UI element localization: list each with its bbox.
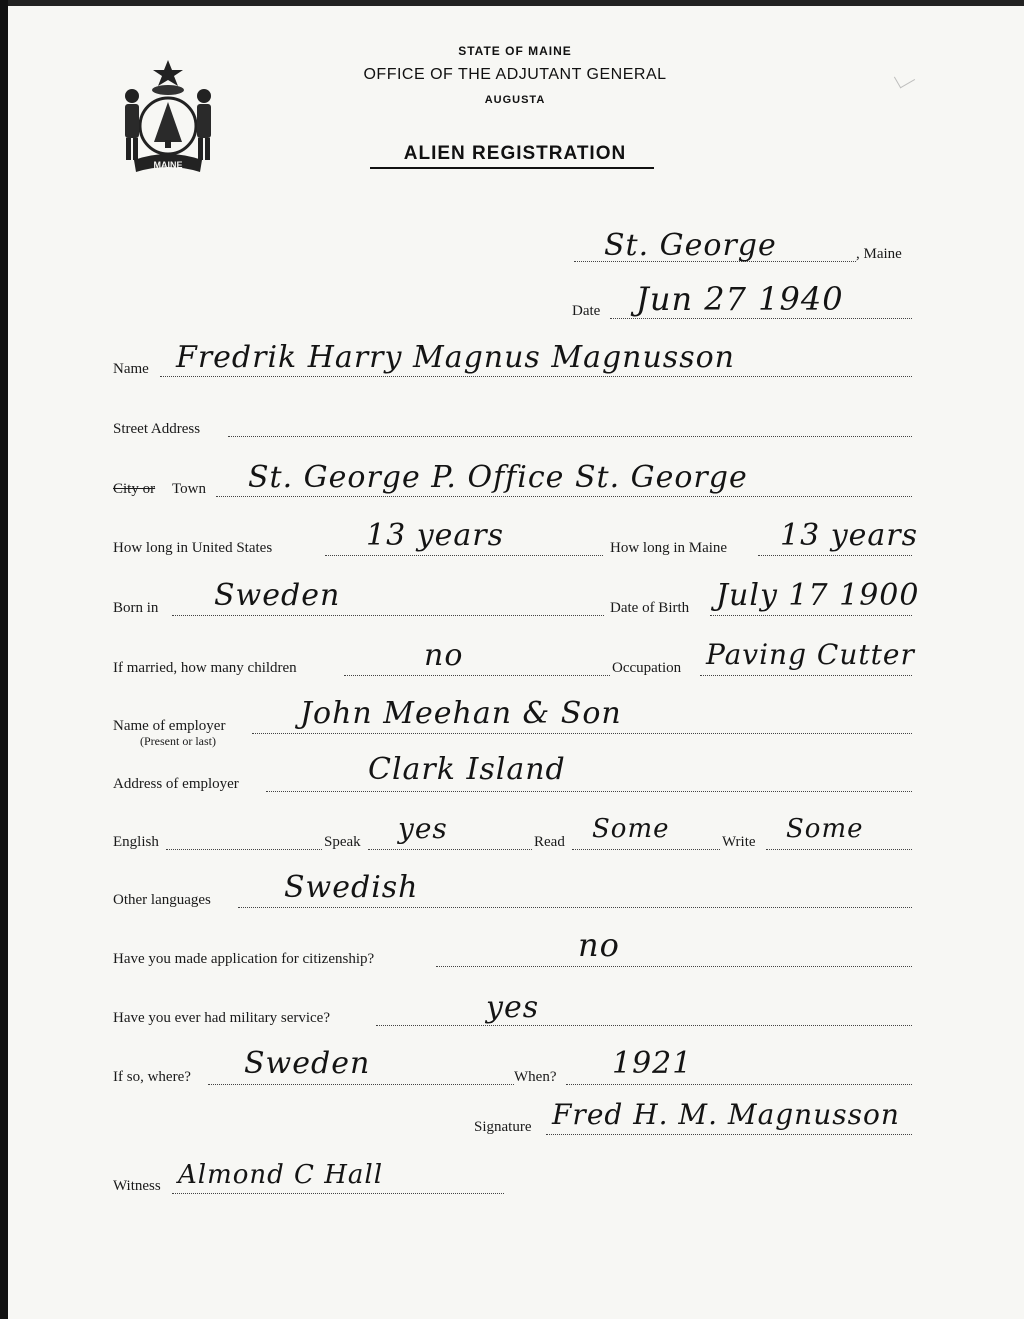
english-label: English xyxy=(113,834,159,850)
employer-address-value: Clark Island xyxy=(368,752,566,787)
military-value: yes xyxy=(486,990,540,1025)
how-long-us-line xyxy=(325,555,603,556)
children-line xyxy=(344,675,610,676)
city-struck-label: City or xyxy=(113,481,156,497)
born-in-label: Born in xyxy=(113,600,159,616)
born-in-value: Sweden xyxy=(214,578,341,613)
occupation-label: Occupation xyxy=(612,660,682,676)
town-label: Town xyxy=(172,481,206,497)
when-label: When? xyxy=(514,1069,557,1085)
signature-line xyxy=(546,1134,912,1135)
other-languages-label: Other languages xyxy=(113,892,211,908)
speak-value: yes xyxy=(398,812,448,845)
english-line xyxy=(166,849,322,850)
occupation-value: Paving Cutter xyxy=(706,638,915,671)
where-label: If so, where? xyxy=(113,1069,191,1085)
speak-label: Speak xyxy=(324,834,361,850)
date-line xyxy=(610,318,912,319)
maine-label: , Maine xyxy=(856,246,902,262)
town-value: St. George P. Office St. George xyxy=(248,460,748,495)
name-line xyxy=(160,376,912,377)
other-languages-value: Swedish xyxy=(284,870,419,905)
scan-edge-left xyxy=(0,0,8,1319)
citizenship-line xyxy=(436,966,912,967)
write-value: Some xyxy=(786,814,864,844)
form-title: ALIEN REGISTRATION xyxy=(403,143,627,164)
date-label: Date xyxy=(572,303,601,319)
where-value: Sweden xyxy=(244,1046,371,1081)
read-line xyxy=(572,849,720,850)
citizenship-label: Have you made application for citizenship? xyxy=(113,951,375,967)
how-long-maine-label: How long in Maine xyxy=(610,540,728,556)
where-line xyxy=(208,1084,514,1085)
date-value: Jun 27 1940 xyxy=(636,280,844,318)
when-value: 1921 xyxy=(612,1046,693,1081)
military-label: Have you ever had military service? xyxy=(113,1010,330,1026)
signature-label: Signature xyxy=(474,1119,532,1135)
employer-name-line xyxy=(252,733,912,734)
title-underline xyxy=(370,167,654,169)
read-label: Read xyxy=(534,834,565,850)
header-office: OFFICE OF THE ADJUTANT GENERAL xyxy=(363,66,667,83)
how-long-us-value: 13 years xyxy=(366,518,505,553)
header-state: STATE OF MAINE xyxy=(458,44,572,58)
employer-address-label: Address of employer xyxy=(113,776,239,792)
write-label: Write xyxy=(722,834,756,850)
date-of-birth-line xyxy=(710,615,912,616)
witness-label: Witness xyxy=(113,1178,161,1194)
employer-note: (Present or last) xyxy=(140,734,216,748)
children-value: no xyxy=(424,638,464,673)
witness-value: Almond C Hall xyxy=(178,1160,384,1190)
employer-address-line xyxy=(266,791,912,792)
read-value: Some xyxy=(592,814,670,844)
place-value: St. George xyxy=(604,228,777,263)
check-mark-icon xyxy=(894,69,915,89)
how-long-maine-value: 13 years xyxy=(780,518,919,553)
street-address-line xyxy=(228,436,912,437)
street-address-label: Street Address xyxy=(113,421,201,437)
how-long-maine-line xyxy=(758,555,912,556)
date-of-birth-value: July 17 1900 xyxy=(716,578,920,613)
name-label: Name xyxy=(113,361,149,377)
header-city: AUGUSTA xyxy=(484,94,546,106)
employer-name-label: Name of employer xyxy=(113,718,226,734)
born-in-line xyxy=(172,615,604,616)
married-children-label: If married, how many children xyxy=(113,660,297,676)
military-line xyxy=(376,1025,912,1026)
speak-line xyxy=(368,849,532,850)
occupation-line xyxy=(700,675,912,676)
seal-banner-text: MAINE xyxy=(153,160,183,170)
how-long-us-label: How long in United States xyxy=(113,540,273,556)
witness-line xyxy=(172,1193,504,1194)
employer-name-value: John Meehan & Son xyxy=(300,696,622,731)
town-line xyxy=(216,496,912,497)
other-languages-line xyxy=(238,907,912,908)
when-line xyxy=(566,1084,912,1085)
signature-value: Fred H. M. Magnusson xyxy=(552,1098,900,1131)
citizenship-value: no xyxy=(578,926,620,964)
name-value: Fredrik Harry Magnus Magnusson xyxy=(176,340,735,375)
date-of-birth-label: Date of Birth xyxy=(610,600,690,616)
scan-edge-top xyxy=(0,0,1024,6)
write-line xyxy=(766,849,912,850)
state-of-maine-seal-icon xyxy=(112,56,224,178)
